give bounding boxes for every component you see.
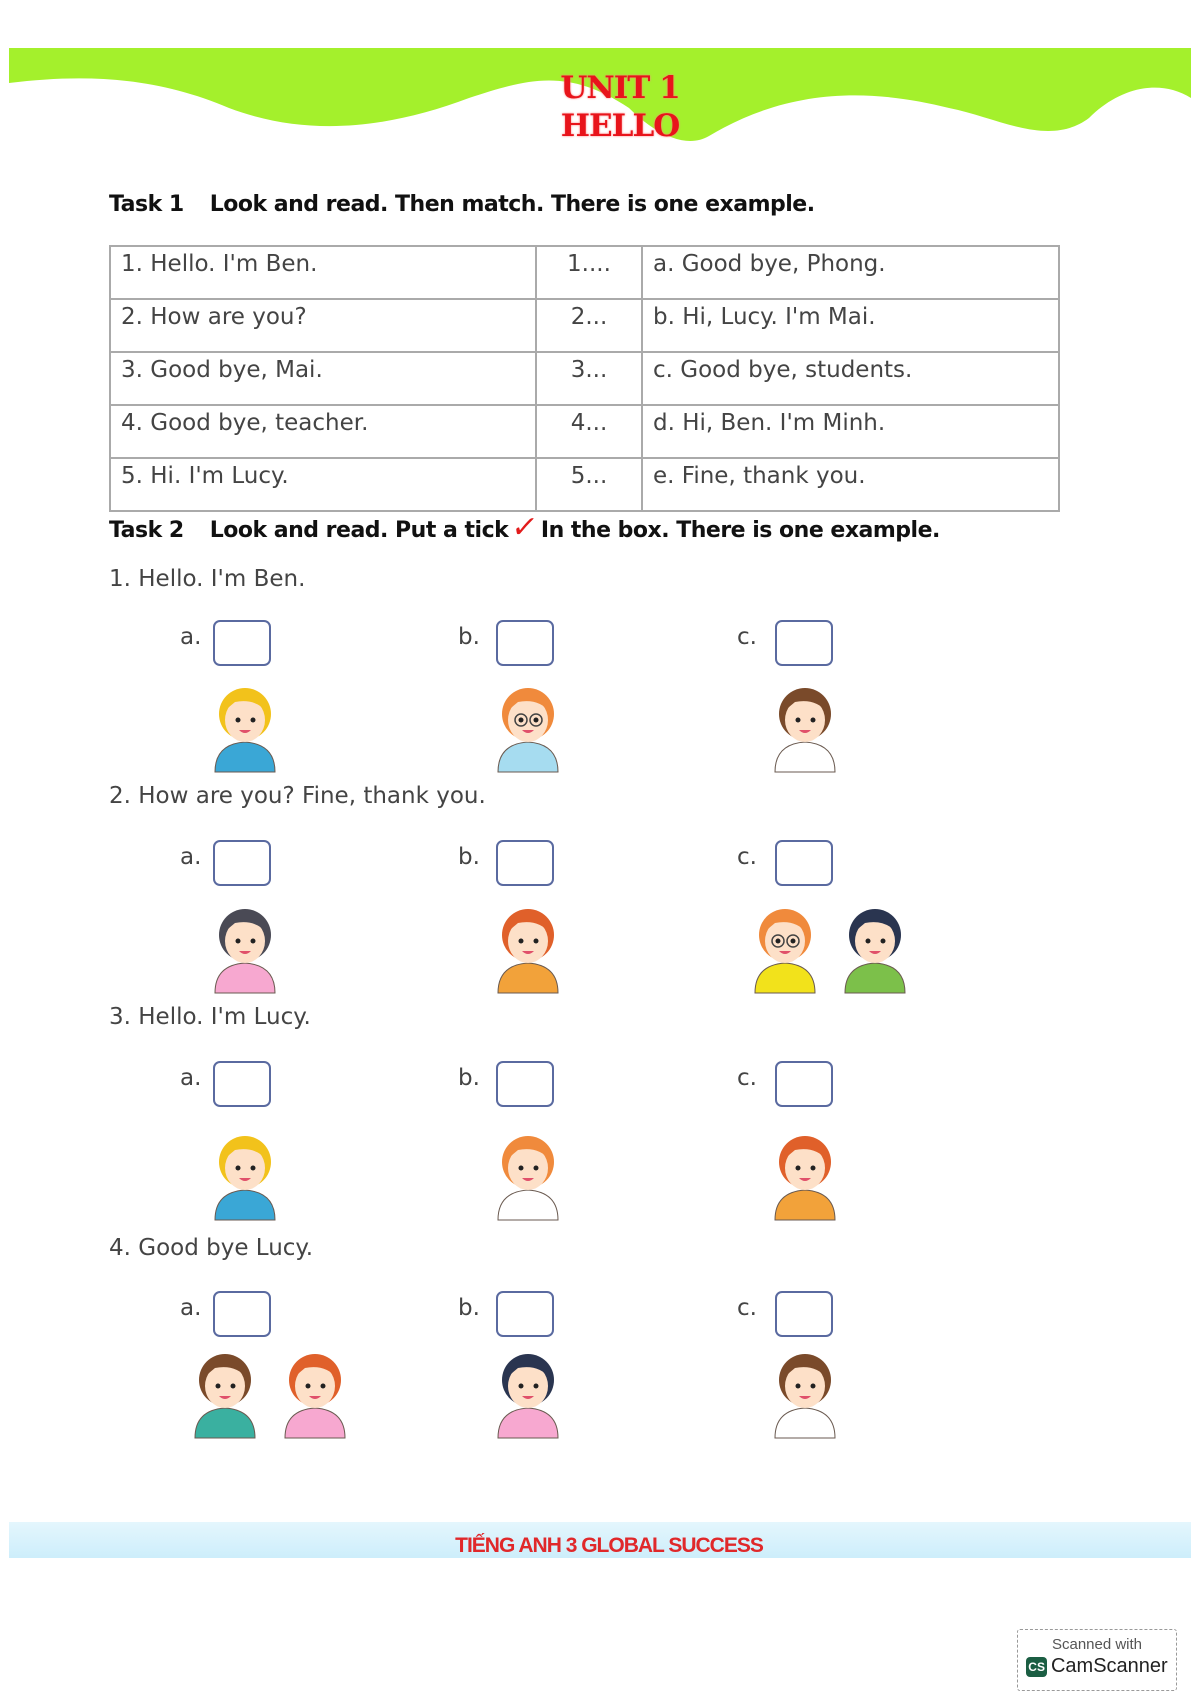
watermark-line1: Scanned with: [1051, 1636, 1143, 1653]
tick-box[interactable]: [496, 620, 554, 666]
question-text: 1. Hello. I'm Ben.: [109, 566, 306, 592]
tick-box[interactable]: [213, 1291, 271, 1337]
tick-box[interactable]: [775, 840, 833, 886]
tick-box[interactable]: [775, 620, 833, 666]
tick-box[interactable]: [213, 620, 271, 666]
child-illustration: [205, 672, 295, 782]
task2-heading: [109, 510, 940, 545]
child-illustration: [205, 893, 295, 1003]
response-cell: c. Good bye, students.: [642, 352, 1059, 405]
unit-title: HELLO: [560, 108, 680, 144]
children-illustration: [745, 893, 925, 1003]
prompt-cell: 3. Good bye, Mai.: [110, 352, 536, 405]
task2-instruction-before: Look and read. Put a tick: [209, 518, 509, 543]
answer-cell[interactable]: 3...: [536, 352, 642, 405]
prompt-cell: 5. Hi. I'm Lucy.: [110, 458, 536, 511]
option-label: a.: [180, 1065, 202, 1091]
tick-box[interactable]: [213, 840, 271, 886]
unit-number: UNIT 1: [560, 70, 680, 106]
tick-box[interactable]: [496, 1291, 554, 1337]
child-illustration: [205, 1120, 295, 1230]
task2-instruction-after: In the box. There is one example.: [540, 518, 940, 543]
option-label: c.: [737, 1065, 757, 1091]
tick-box[interactable]: [775, 1061, 833, 1107]
task2-label: Task 2: [109, 518, 184, 543]
watermark-brand: CamScanner: [1050, 1655, 1168, 1677]
response-cell: b. Hi, Lucy. I'm Mai.: [642, 299, 1059, 352]
child-illustration: [488, 1120, 578, 1230]
option-label: b.: [458, 1065, 480, 1091]
option-label: b.: [458, 844, 480, 870]
prompt-cell: 2. How are you?: [110, 299, 536, 352]
tick-icon: ✓: [509, 510, 540, 545]
table-row: [110, 458, 1059, 511]
option-label: b.: [458, 1295, 480, 1321]
response-cell: e. Fine, thank you.: [642, 458, 1059, 511]
child-illustration: [488, 672, 578, 782]
option-label: a.: [180, 1295, 202, 1321]
camscanner-watermark: [1017, 1629, 1177, 1691]
children-illustration: [185, 1338, 365, 1448]
question-text: 2. How are you? Fine, thank you.: [109, 783, 486, 809]
task1-label: Task 1: [109, 192, 184, 217]
child-illustration: [765, 672, 855, 782]
child-illustration: [765, 1338, 855, 1448]
answer-cell[interactable]: 1....: [536, 246, 642, 299]
option-label: a.: [180, 844, 202, 870]
option-label: b.: [458, 624, 480, 650]
prompt-cell: 1. Hello. I'm Ben.: [110, 246, 536, 299]
tick-box[interactable]: [775, 1291, 833, 1337]
answer-cell[interactable]: 2...: [536, 299, 642, 352]
child-illustration: [765, 1120, 855, 1230]
answer-cell[interactable]: 4...: [536, 405, 642, 458]
table-row: [110, 246, 1059, 299]
match-table: [109, 245, 1060, 512]
table-row: [110, 299, 1059, 352]
footer-text: TIẾNG ANH 3 GLOBAL SUCCESS: [455, 1534, 763, 1557]
table-row: [110, 405, 1059, 458]
child-illustration: [488, 893, 578, 1003]
option-label: a.: [180, 624, 202, 650]
answer-cell[interactable]: 5...: [536, 458, 642, 511]
option-label: c.: [737, 844, 757, 870]
tick-box[interactable]: [496, 1061, 554, 1107]
tick-box[interactable]: [213, 1061, 271, 1107]
child-illustration: [488, 1338, 578, 1448]
question-text: 3. Hello. I'm Lucy.: [109, 1004, 311, 1030]
table-row: [110, 352, 1059, 405]
option-label: c.: [737, 1295, 757, 1321]
tick-box[interactable]: [496, 840, 554, 886]
task1-instruction: Look and read. Then match. There is one example.: [209, 192, 815, 217]
question-text: 4. Good bye Lucy.: [109, 1235, 314, 1261]
response-cell: d. Hi, Ben. I'm Minh.: [642, 405, 1059, 458]
camscanner-logo-icon: CS: [1026, 1657, 1047, 1677]
response-cell: a. Good bye, Phong.: [642, 246, 1059, 299]
footer-band: [9, 1522, 1191, 1558]
option-label: c.: [737, 624, 757, 650]
task1-heading: [109, 192, 815, 217]
prompt-cell: 4. Good bye, teacher.: [110, 405, 536, 458]
